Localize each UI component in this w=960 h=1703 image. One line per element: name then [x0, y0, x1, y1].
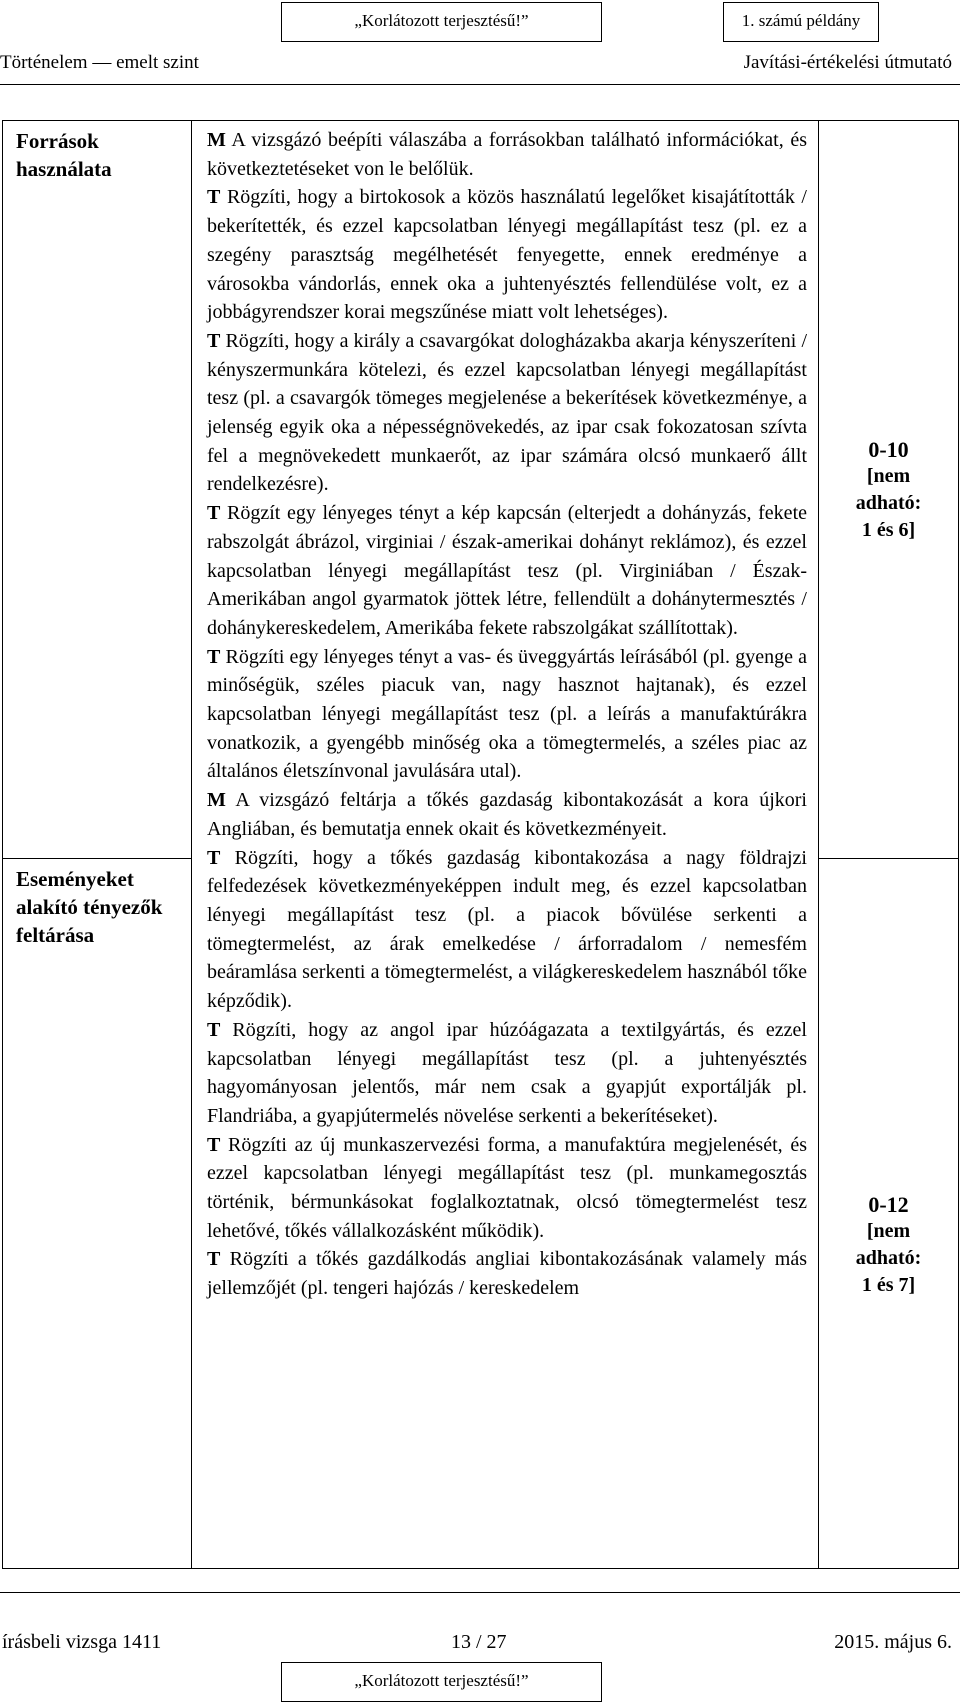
- restricted-label-top: „Korlátozott terjesztésű!”: [281, 2, 602, 42]
- criterion-tag: T: [207, 329, 221, 352]
- criterion-tag: M: [207, 789, 226, 812]
- criterion-text: A vizsgázó feltárja a tőkés gazdaság kibontakozását a kora újkori Angliában, és bemutatja ennek okait és következményeit.: [207, 789, 807, 840]
- score-cell: [819, 859, 959, 1569]
- score-note: adható:: [855, 492, 922, 514]
- exam-label: írásbeli vizsga 1411: [2, 1631, 162, 1653]
- criterion-tag: T: [207, 645, 221, 668]
- criterion-paragraph: [207, 1016, 807, 1131]
- topic-label: Források: [16, 129, 99, 153]
- criterion-tag: T: [207, 502, 221, 525]
- criterion-tag: T: [207, 1133, 221, 1156]
- criterion-text: Rögzíti, hogy a tőkés gazdaság kibontakozása a nagy földrajzi felfedezések következményeképpen indult meg, és ezzel kapcsolatban lényegi megállapítást tesz (pl. a piacok bővülése serkenti a tömegtermelést, az árak emelkedése / árforradalom / nemesfém beáramlása serkenti a tömegtermelést, a világkereskedelem hasznából tőke képződik).: [207, 846, 807, 1013]
- criterion-text: Rögzíti a tőkés gazdálkodás angliai kibontakozásának valamely más jellemzőjét (pl. tengeri hajózás / kereskedelem: [207, 1248, 807, 1300]
- criterion-paragraph: [207, 844, 807, 1016]
- criterion-paragraph: [207, 1131, 807, 1246]
- criteria-cell: [192, 121, 819, 1569]
- criterion-text: Rögzíti, hogy az angol ipar húzóágazata a textilgyártás, és ezzel kapcsolatban lényegi megállapítást tesz (pl. a juhtenyésztés hagyományosan jelentős, már nem csak a gyapjút exportálják pl. Flandriába, a gyapjútermelés növelése serkenti a bekerítéseket).: [207, 1018, 807, 1127]
- topic-cell: [3, 859, 192, 1569]
- copy-number-label: 1. számú példány: [723, 2, 879, 42]
- page-number: 13 / 27: [451, 1631, 507, 1653]
- score-note: 1 és 7]: [861, 1274, 916, 1296]
- criterion-tag: T: [207, 1248, 221, 1271]
- score-cell: [819, 121, 959, 859]
- score-note: [nem: [866, 465, 911, 487]
- criterion-text: Rögzíti az új munkaszervezési forma, a manufaktúra megjelenését, és ezzel kapcsolatban lényegi megállapítást tesz (pl. munkamegosztás történik, bérmunkásokat foglalkoztatnak, olcsó tömegtermelést tesz lehetővé, tőkés vállalkozásként működik).: [207, 1133, 807, 1242]
- score-range: 0-10: [868, 437, 909, 462]
- criterion-text: Rögzíti, hogy a birtokosok a közös használatú legelőket kisajátították / bekerítették, és ezzel kapcsolatban lényegi megállapítást tesz (pl. ez a szegény parasztság megélhetését fenyegette, ennek eredménye a városokba vándorlás, ennek oka a juhtenyésztés fellendülése volt, ez a jobbágyrendszer korai megszűnése miatt volt lehetséges).: [207, 186, 807, 324]
- topic-label: használata: [16, 157, 112, 181]
- criterion-tag: T: [207, 186, 221, 209]
- criterion-paragraph: [207, 126, 807, 183]
- criterion-text: Rögzíti, hogy a király a csavargókat dologházakba akarja kényszeríteni / kényszermunkára kötelezi, és ezzel kapcsolatban lényegi megállapítást tesz (pl. a csavargók tömeges megjelenése a bekerítések következménye, a jelenség egyik oka a népességnövekedés, az ipar csak fokozatosan szívta fel a megnövekedett munkaerőt, az ipar számára olcsó munkaerő állt rendelkezésre).: [207, 329, 807, 496]
- criterion-text: Rögzít egy lényeges tényt a kép kapcsán (elterjedt a dohányzás, fekete rabszolgát ábrázol, virginiai / észak-amerikai dohányt reklámoz), és ezzel kapcsolatban lényegi megállapítást tesz (pl. Virginiában / Észak-Amerikában angol gyarmatok jöttek létre, fellendült a dohánytermesztés / dohánykereskedelem, Amerikába fekete rabszolgákat szállítottak).: [207, 502, 807, 639]
- criterion-tag: M: [207, 129, 226, 151]
- criterion-paragraph: [207, 1245, 807, 1302]
- assessment-table: [2, 120, 959, 1569]
- score-note: [nem: [866, 1220, 911, 1242]
- criterion-paragraph: [207, 643, 807, 787]
- criterion-text: Rögzíti egy lényeges tényt a vas- és üveggyártás leírásából (pl. gyenge a minőségük, széles piacuk van, nagy hasznot hajtanak), és ezzel kapcsolatban lényegi megállapítást tesz (pl. a leírás a manufaktúrákra vonatkozik, a gyengébb minőség oka a tömegtermelés, a széles piac az általános életszínvonal javulására utal).: [207, 645, 807, 783]
- score-note: adható:: [855, 1247, 922, 1269]
- subject-title: Történelem — emelt szint: [0, 52, 199, 73]
- exam-date: 2015. május 6.: [834, 1631, 952, 1653]
- restricted-label-bottom: „Korlátozott terjesztésű!”: [281, 1662, 602, 1702]
- score-range: 0-12: [868, 1192, 909, 1217]
- criterion-paragraph: [207, 327, 807, 499]
- table-row: [3, 121, 959, 859]
- criterion-tag: T: [207, 846, 221, 869]
- criterion-paragraph: [207, 183, 807, 327]
- topic-label: Eseményeket: [16, 867, 134, 891]
- topic-label: feltárása: [16, 923, 95, 947]
- criterion-paragraph: [207, 786, 807, 843]
- topic-cell: [3, 121, 192, 859]
- document-type: Javítási-értékelési útmutató: [743, 52, 952, 73]
- criterion-paragraph: [207, 499, 807, 643]
- criterion-text: A vizsgázó beépíti válaszába a forrásokban található információkat, és következtetéseket von le belőlük.: [207, 129, 807, 180]
- header-rule: [0, 84, 960, 85]
- footer-rule: [0, 1592, 960, 1593]
- score-note: 1 és 6]: [861, 519, 916, 541]
- criterion-tag: T: [207, 1018, 221, 1041]
- topic-label: alakító tényezők: [16, 895, 163, 919]
